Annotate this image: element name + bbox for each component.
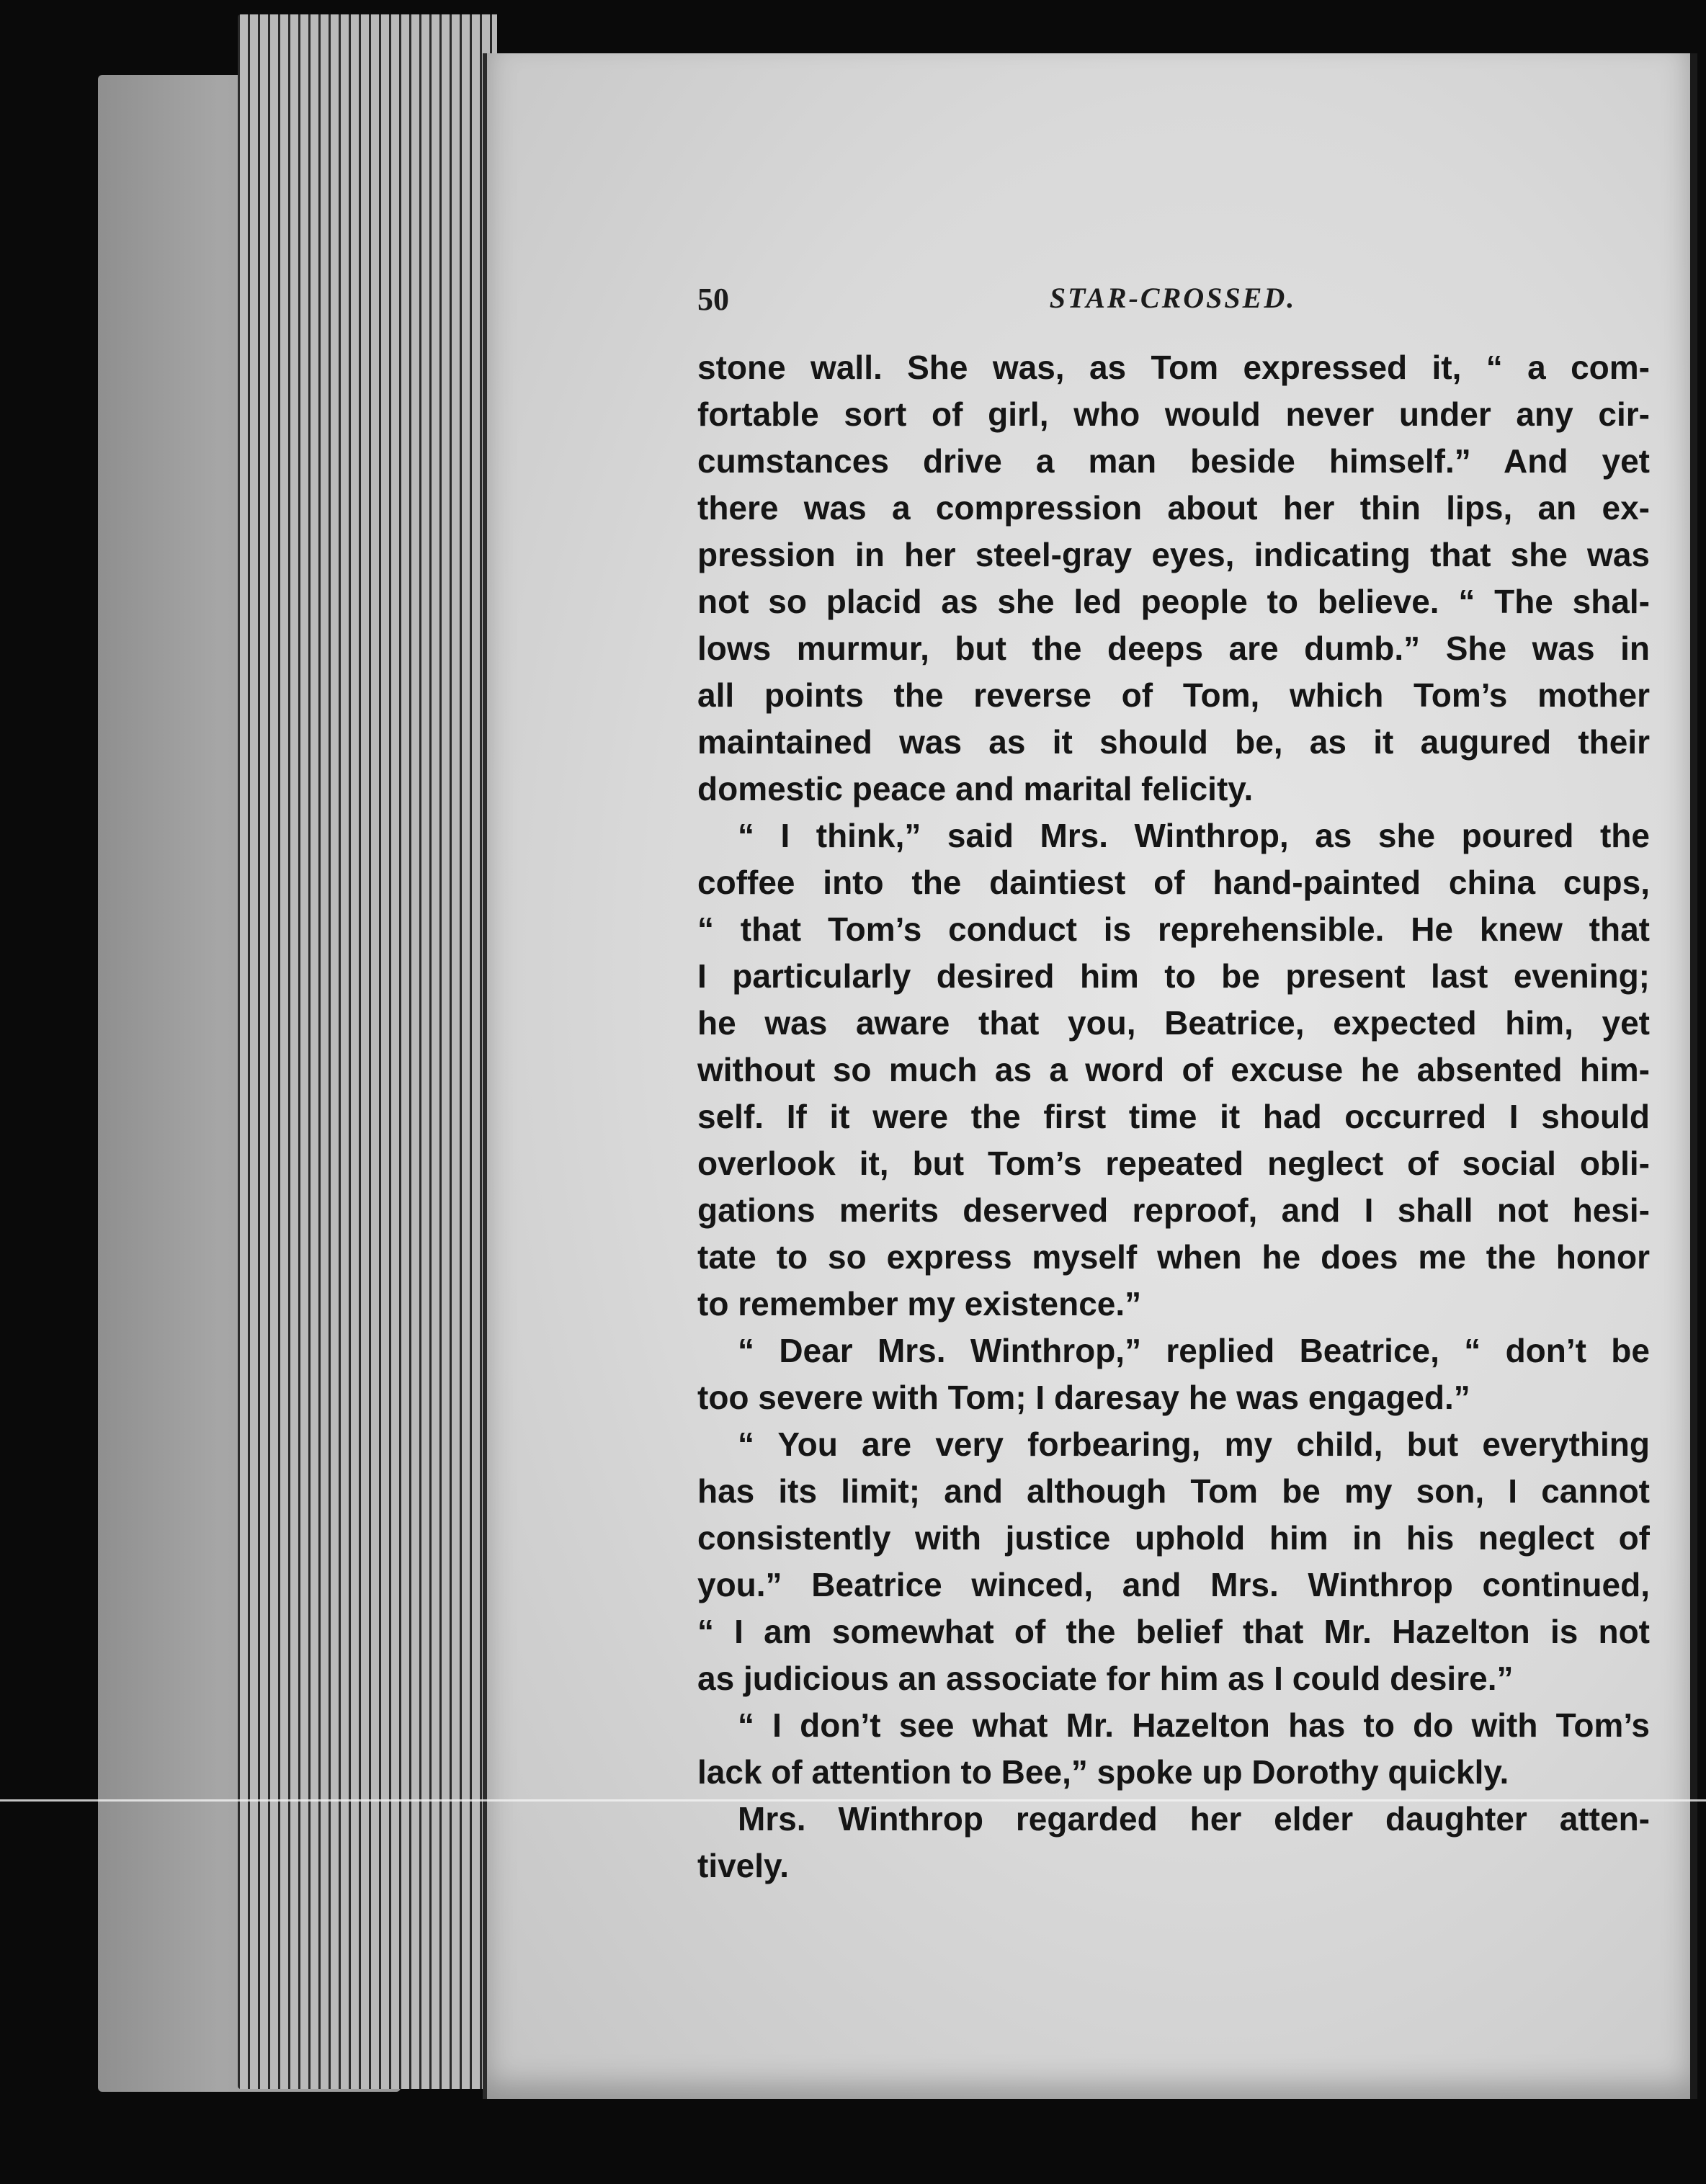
text-line: there was a compression about her thin lips, an ex- xyxy=(697,489,1650,527)
text-line: too severe with Tom; I daresay he was engaged.” xyxy=(697,1379,1470,1416)
text-line: “ I am somewhat of the belief that Mr. Hazelton is not xyxy=(697,1613,1650,1650)
page-header xyxy=(697,281,1648,324)
text-line: all points the reverse of Tom, which Tom’s mother xyxy=(697,676,1650,714)
text-line: overlook it, but Tom’s repeated neglect of social obli- xyxy=(697,1145,1650,1182)
text-line: to remember my existence.” xyxy=(697,1285,1142,1323)
running-title: STAR-CROSSED. xyxy=(1049,282,1297,314)
text-line: cumstances drive a man beside himself.” And yet xyxy=(697,442,1650,480)
text-line: he was aware that you, Beatrice, expected him, yet xyxy=(697,1004,1650,1042)
text-line: not so placid as she led people to believe. “ The shal- xyxy=(697,583,1650,620)
text-line: self. If it were the first time it had occurred I should xyxy=(697,1098,1650,1135)
text-line: without so much as a word of excuse he absented him- xyxy=(697,1051,1650,1088)
text-line: pression in her steel-gray eyes, indicating that she was xyxy=(697,536,1650,573)
text-line: lows murmur, but the deeps are dumb.” She was in xyxy=(697,630,1650,667)
text-line: gations merits deserved reproof, and I shall not hesi- xyxy=(697,1191,1650,1229)
text-line: coffee into the daintiest of hand-painted china cups, xyxy=(697,864,1650,901)
text-line: Mrs. Winthrop regarded her elder daughter atten- xyxy=(738,1800,1650,1838)
text-line: “ that Tom’s conduct is reprehensible. He knew that xyxy=(697,910,1650,948)
page-number: 50 xyxy=(697,282,729,317)
page-edges xyxy=(238,14,497,2089)
text-line: maintained was as it should be, as it augured their xyxy=(697,723,1650,761)
text-line: “ Dear Mrs. Winthrop,” replied Beatrice, “ don’t be xyxy=(738,1332,1650,1369)
text-line: consistently with justice uphold him in his neglect of xyxy=(697,1519,1650,1557)
text-line: tate to so express myself when he does me the honor xyxy=(697,1238,1650,1276)
text-line: tively. xyxy=(697,1847,789,1884)
text-line: “ I don’t see what Mr. Hazelton has to do with Tom’s xyxy=(738,1706,1650,1744)
text-line: you.” Beatrice winced, and Mrs. Winthrop continued, xyxy=(697,1566,1650,1603)
text-line: I particularly desired him to be present last evening; xyxy=(697,957,1650,995)
text-line: lack of attention to Bee,” spoke up Dorothy quickly. xyxy=(697,1753,1509,1791)
text-line: has its limit; and although Tom be my son, I cannot xyxy=(697,1472,1650,1510)
text-line: “ I think,” said Mrs. Winthrop, as she poured the xyxy=(738,817,1650,854)
text-line: as judicious an associate for him as I could desire.” xyxy=(697,1660,1514,1697)
text-line: “ You are very forbearing, my child, but everything xyxy=(738,1426,1650,1463)
text-line: stone wall. She was, as Tom expressed it, “ a com- xyxy=(697,349,1650,386)
body-text xyxy=(697,344,1650,1889)
text-line: fortable sort of girl, who would never under any cir- xyxy=(697,395,1650,433)
text-line: domestic peace and marital felicity. xyxy=(697,770,1254,807)
